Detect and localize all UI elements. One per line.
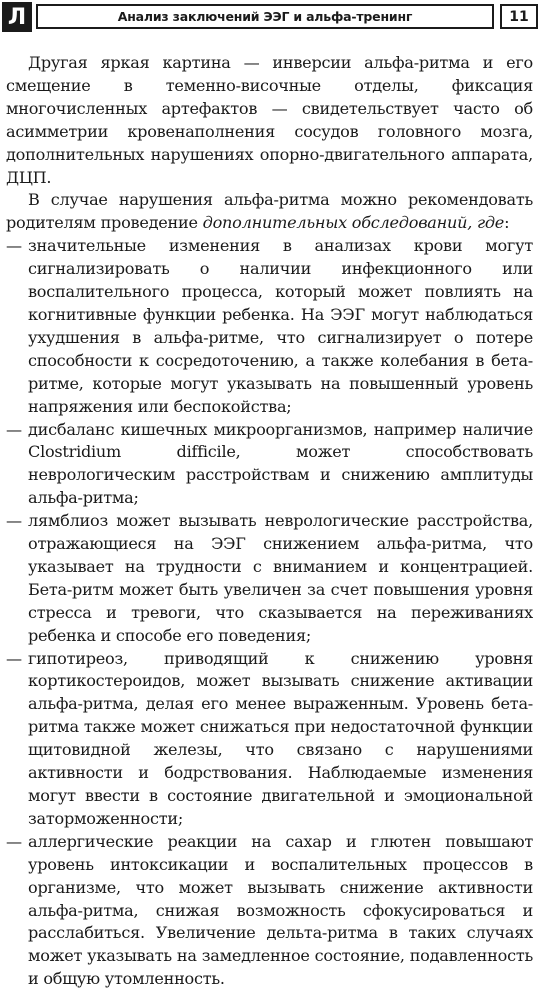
findings-list xyxy=(6,235,533,991)
chapter-marker: Л xyxy=(2,2,32,32)
paragraph-lead: В случае нарушения альфа-ритма можно рекомендовать родителям проведение xyxy=(6,190,533,233)
list-item xyxy=(6,831,533,991)
list-dash: — xyxy=(6,831,22,851)
list-item xyxy=(6,419,533,511)
running-header xyxy=(2,2,538,34)
paragraph-intro xyxy=(6,189,533,235)
page-body xyxy=(6,52,533,991)
list-dash: — xyxy=(6,236,22,256)
list-item-text: аллергические реакции на сахар и глютен повышают уровень интоксикации и воспалительных процессов в организме, что может вызывать снижение активности альфа-ритма, снижая возможность сфокусироваться и расслабиться. Увеличение дельта-ритма в таких случаях может указывать на замедленное состояние, подавленность и общую утомленность. xyxy=(28,831,533,989)
running-title: Анализ заключений ЭЭГ и альфа-тренинг xyxy=(36,4,494,29)
list-item xyxy=(6,510,533,647)
list-item-text: гипотиреоз, приводящий к снижению уровня кортикостероидов, может вызывать снижение активации альфа-ритма, делая его менее выраженным. Уровень бета-ритма также может снижаться при недостаточной функции щитовидной железы, что связано с нарушениями активности и бодрствования. Наблюдаемые изменения могут ввести в состояние двигательной и эмоциональной заторможенности; xyxy=(28,648,533,828)
list-item-text: лямблиоз может вызывать неврологические расстройства, отражающиеся на ЭЭГ снижением альфа-ритма, что указывает на трудности с вниманием и концентрацией. Бета-ритм может быть увеличен за счет повышения уровня стресса и тревоги, что сказывается на переживаниях ребенка и способе его поведения; xyxy=(28,511,533,645)
list-item xyxy=(6,648,533,831)
emphasis-text: дополнительных обследований, где xyxy=(202,213,505,233)
list-dash: — xyxy=(6,511,22,531)
paragraph-tail: : xyxy=(504,213,510,233)
list-item xyxy=(6,235,533,418)
list-item-text: дисбаланс кишечных микроорганизмов, например наличие Clostridium difficile, может способствовать неврологическим расстройствам и снижению амплитуды альфа-ритма; xyxy=(28,419,533,508)
list-item-text: значительные изменения в анализах крови могут сигнализировать о наличии инфекционного или воспалительного процесса, который может повлиять на когнитивные функции ребенка. На ЭЭГ могут наблюдаться ухудшения в альфа-ритме, что сигнализирует о потере способности к сосредоточению, а также колебания в бета-ритме, которые могут указывать на повышенный уровень напряжения или беспокойства; xyxy=(28,236,533,416)
page-number: 11 xyxy=(500,4,538,29)
list-dash: — xyxy=(6,648,22,668)
paragraph: Другая яркая картина — инверсии альфа-ритма и его смещение в теменно-височные отделы, фиксация многочисленных артефактов — свидетельствует часто об асимметрии кровенаполнения сосудов головного мозга, дополнительных нарушениях опорно-двигательного аппарата, ДЦП. xyxy=(6,53,533,187)
list-dash: — xyxy=(6,419,22,439)
